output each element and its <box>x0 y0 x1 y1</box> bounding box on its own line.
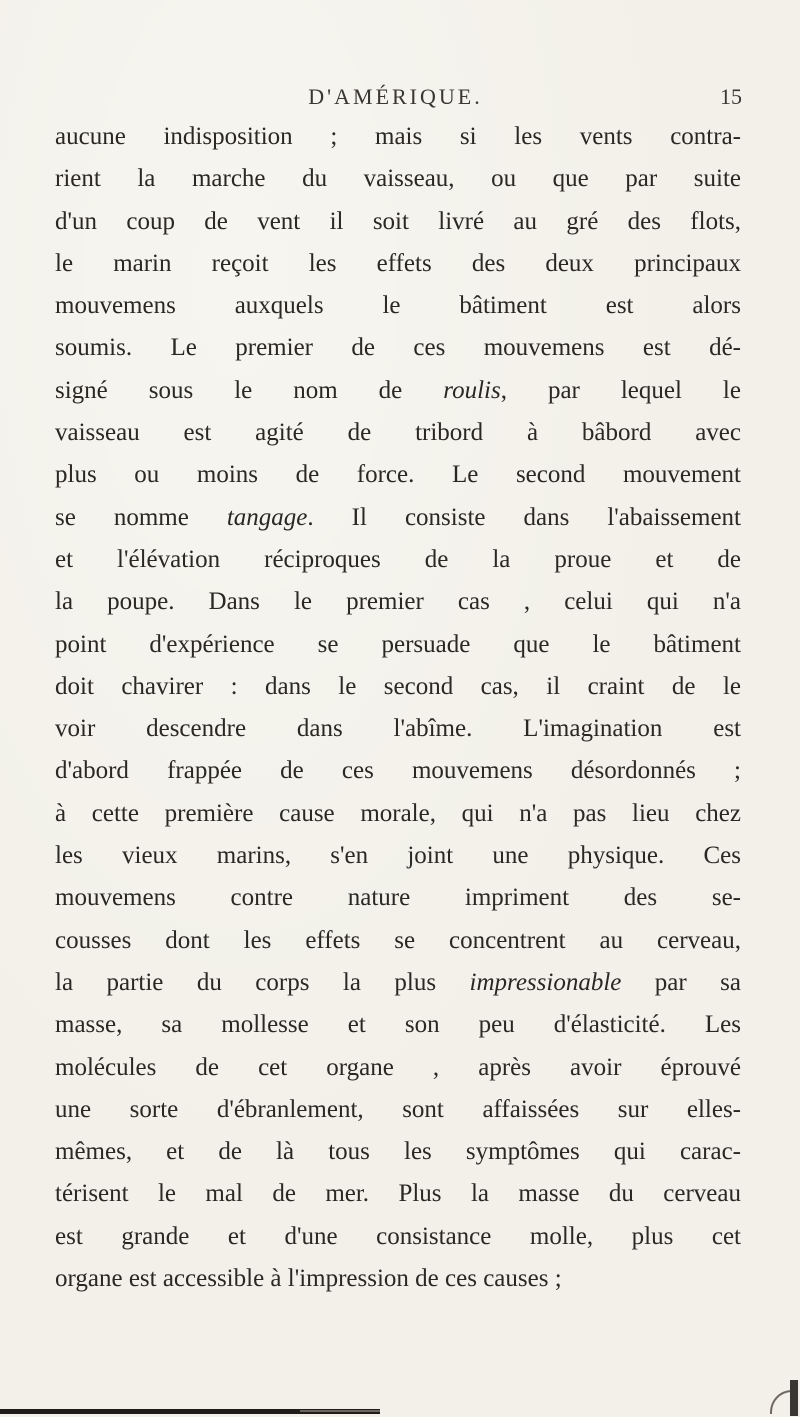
text-line: mouvemens auxquels le bâtiment est alors <box>55 292 741 320</box>
text-line: voir descendre dans l'abîme. L'imagination est <box>55 715 741 743</box>
page-number: 15 <box>720 84 742 109</box>
body-text <box>55 116 741 1300</box>
text-line: plus ou moins de force. Le second mouvement <box>55 461 741 489</box>
text-line: à cette première cause morale, qui n'a pas lieu chez <box>55 799 741 827</box>
text-line: aucune indisposition ; mais si les vents contra- <box>55 123 741 150</box>
text-line: masse, sa mollesse et son peu d'élasticité. Les <box>55 1011 741 1039</box>
text-line: molécules de cet organe , après avoir éprouvé <box>55 1053 741 1081</box>
text-line: vaisseau est agité de tribord à bâbord avec <box>55 419 741 447</box>
text-line: est grande et d'une consistance molle, plus cet <box>55 1222 741 1250</box>
scan-right-edge <box>790 1380 798 1416</box>
text-line: mêmes, et de là tous les symptômes qui carac- <box>55 1138 741 1166</box>
text-line: organe est accessible à l'impression de ces causes ; <box>55 1265 562 1293</box>
italic-term-impressionable: impressionable <box>469 968 622 996</box>
text-line: la poupe. Dans le premier cas , celui qui n'a <box>55 588 741 616</box>
text-line: et l'élévation réciproques de la proue et de <box>55 545 741 573</box>
text-line: la partie du corps la plus impressionable par sa <box>55 968 742 996</box>
text-line: les vieux marins, s'en joint une physique. Ces <box>55 842 741 870</box>
text-line: soumis. Le premier de ces mouvemens est dé- <box>55 334 741 362</box>
italic-term-tangage: tangage <box>226 503 308 531</box>
italic-term-roulis: roulis <box>443 376 501 404</box>
text-line: signé sous le nom de roulis, par lequel le <box>55 376 741 404</box>
text-line: térisent le mal de mer. Plus la masse du cerveau <box>55 1180 741 1208</box>
text-line: d'abord frappée de ces mouvemens désordonnés ; <box>55 757 741 785</box>
text-line: rient la marche du vaisseau, ou que par suite <box>55 165 741 193</box>
text-line: doit chavirer : dans le second cas, il craint de le <box>55 672 741 700</box>
text-line: une sorte d'ébranlement, sont affaissées sur elles- <box>55 1095 741 1123</box>
running-head <box>0 84 800 114</box>
running-title: D'AMÉRIQUE. <box>308 84 483 109</box>
text-line: le marin reçoit les effets des deux principaux <box>55 249 741 277</box>
text-line: d'un coup de vent il soit livré au gré des flots, <box>55 207 741 235</box>
text-line: se nomme tangage. Il consiste dans l'abaissement <box>55 503 741 531</box>
scan-bottom-edge-faint <box>300 1410 380 1412</box>
text-line: mouvemens contre nature impriment des se- <box>55 884 741 912</box>
text-line: cousses dont les effets se concentrent au cerveau, <box>55 926 741 954</box>
text-line: point d'expérience se persuade que le bâtiment <box>55 630 741 658</box>
